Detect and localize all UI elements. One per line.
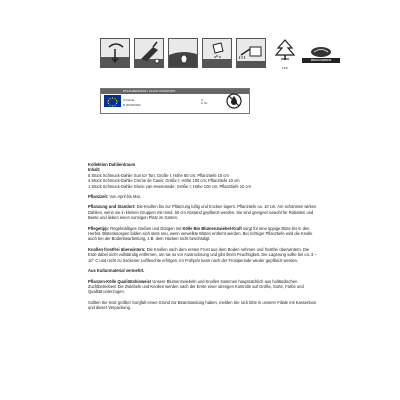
standort-text: Die Knollen bis zur Pflanzung luftig und trocken lagern. Pflanztiefe ca. 10 cm. Am schönsten wirken Dahlien, wenn sie in kleinen Gruppen mit mind. 60 cm Abstand gepflanzt werden. Sie sind geeignet sowohl für Rabatten und Beete und lieben einen sonnigen Platz im Garten. (88, 204, 317, 221)
fertilize-icon (202, 38, 232, 68)
passport-line-c (201, 99, 208, 105)
pflege-label: Pflegetipp: (88, 225, 110, 231)
passport-line-a: A Dahlia (123, 98, 135, 102)
hand-planting-icon (134, 38, 164, 68)
eco-logo (302, 44, 340, 66)
pflege-block (88, 226, 318, 242)
quality-text: Unsere Blumenzwiebeln und Knollen stammen hauptsächlich aus holländischen Zuchtbetrieben! Die Zwiebeln und Knollen werden nach der Ernte einer strengen Kontrolle auf Größe, Sorte, Farbe und Qualität unterzogen. (88, 278, 304, 295)
pflanzzeit-label: Pflanzzeit: (88, 194, 109, 200)
product-description (88, 162, 318, 316)
eco-logo-label: ÖKOLOGISCH (302, 58, 340, 63)
collection-block (88, 162, 318, 189)
passport-line-d-text: D NL (201, 101, 208, 105)
no-water-icon (226, 93, 242, 109)
plant-in-soil-icon (168, 38, 198, 68)
standort-label: Pflanzung und Standort: (88, 204, 136, 210)
pflege-text-b: sorgt für eine üppige Blüte bis in den Herbst. Blütenknospen bilden sich stets neu, wenn verwelkte Blüten entfernt werden. Bei richtiger Pflanztiefe wird die Knolle auch bei der Bodenbearbeitung, z.B. dem Hacken nicht beschädigt. (88, 225, 313, 242)
content-item: 1 Stück Schmuck-Dahlie Glorie van Heemstede; Größe I; Höhe 100 cm; Pflanztiefe 10 cm (88, 183, 251, 189)
kultur-block (88, 268, 318, 273)
watering-can-icon (236, 38, 266, 68)
winter-text: Die Knollen nach dem ersten Frost aus dem Boden nehmen und frostfrei überwintern. Die Erde dabei nicht vollständig entfernen, um sie so vor Austrocknung und gibt ihnen Feuchtigkeit. Die Lagerung sollte bei ca. 3 – 10° C und nicht zu trockener Luftfeuchte erfolgen. Im Frühjahr kann nach der Frostperiode wieder gepflanzt werden. (88, 246, 317, 263)
planting-depth-icon (100, 38, 130, 68)
closing-text: Sollten Sie trotz größter Sorgfalt einen Grund zur Beanstandung haben, melden Sie sich bitte in unserer Filiale mit Kassenbon und dieser Verpackung. (88, 299, 317, 311)
pflege-text-a: Regelmäßiges Gießen und Düngen mit (110, 225, 182, 231)
winter-label: Knollen frostfrei überwintern: (88, 246, 146, 252)
eu-flag-icon (104, 95, 121, 107)
quality-label: Pflanzen-Kölle Qualitätshinweis! (88, 278, 152, 284)
inhalt-label: Inhalt: (88, 167, 101, 173)
content-item: 5 Stück Schmuck-Dahlie Sun tor Ton; Größe I; Höhe 80 cm; Pflanztiefe 10 cm (88, 172, 229, 178)
pflanzzeit-text: Von April bis Mai. (109, 194, 141, 200)
fsc-logo (272, 38, 298, 72)
content-item: 4 Stück Schmuck-Dahlie Creme de Casis; Größe I; Höhe 100 cm; Pflanztiefe 10 cm (88, 178, 240, 184)
closing-block (88, 300, 318, 311)
passport-line-b: B 000000000 (123, 103, 141, 107)
winter-block (88, 247, 318, 263)
quality-block (88, 279, 318, 295)
fsc-tree-icon (272, 38, 298, 62)
collection-title: Kollektion Dahlientraum (88, 162, 136, 167)
fsc-label: FSC (282, 66, 288, 70)
standort-block (88, 204, 318, 220)
kultur-text: Aus Kulturmaterial vermehrt. (88, 268, 145, 274)
passport-line-c-text: C (201, 98, 204, 102)
pflanzzeit-block (88, 194, 318, 199)
care-icons-row (100, 38, 270, 68)
pflege-brand: Kölle Bio Blumenzwiebel-Kraft (182, 225, 242, 231)
plant-passport-label (100, 88, 250, 114)
leaf-icon (302, 44, 340, 58)
plant-passport-header: PFLANZENPASS / PLANT PASSPORT (101, 89, 249, 94)
